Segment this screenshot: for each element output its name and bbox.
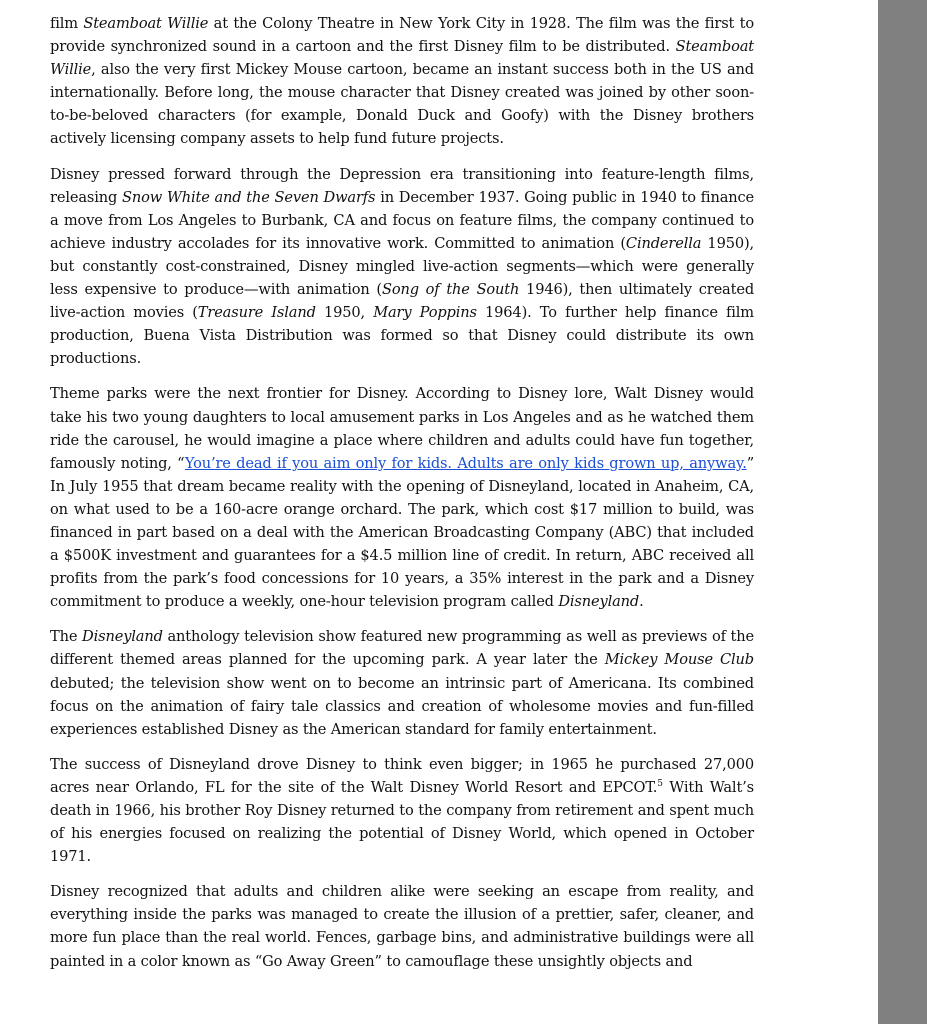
italic-title: Song of the South [381, 281, 520, 299]
text-run: 1950), but constantly cost-constrained, Disney mingled live-action segments—which were generally less expensive to produce—with animation ( [50, 234, 755, 299]
paragraph-steamboat-willie [50, 12, 754, 151]
scrollbar-gutter[interactable] [878, 0, 927, 1024]
paragraph-disney-world [50, 753, 754, 868]
italic-title: Treasure Island [197, 304, 316, 322]
text-run: Disney recognized that adults and children alike were seeking an escape from reality, and everything inside the parks was managed to create the illusion of a prettier, safer, cleaner, and more fun place than the real world. Fences, garbage bins, and administrative buildings were all painted in a color known as “Go Away Green” to camouflage these unsightly objects and [50, 883, 754, 970]
text-run: ” In July 1955 that dream became reality with the opening of Disneyland, located in Anaheim, CA, on what used to be a 160-acre orange orchard. The park, which cost $17 million to build, was financed in part based on a deal with the American Broadcasting Company (ABC) that included a $500K investment and guarantees for a $4.5 million line of credit. In return, ABC received all profits from the park’s food concessions for 10 years, a 35% interest in the park and a Disney commitment to produce a weekly, one-hour television program called [50, 454, 754, 611]
italic-title: Mickey Mouse Club [604, 651, 754, 669]
italic-title: Steamboat Willie [50, 38, 754, 79]
text-run: . [639, 593, 644, 611]
text-run: 1950, [315, 304, 374, 322]
document-body [50, 12, 754, 985]
paragraph-go-away-green [50, 880, 754, 972]
text-run: , also the very first Mickey Mouse cartoon, became an instant success both in the US and internationally. Before long, the mouse character that Disney created was joined by other soon-to-be-beloved characters (for example, Donald Duck and Goofy) with the Disney brothers actively licensing company assets to help fund future projects. [50, 61, 754, 148]
text-run: in December 1937. Going public in 1940 to finance a move from Los Angeles to Burbank, CA and focus on feature films, the company continued to achieve industry accolades for its innovative work. Committed to animation ( [50, 188, 755, 252]
paragraph-feature-films [50, 163, 754, 371]
text-run: anthology television show featured new programming as well as previews of the different themed areas planned for the upcoming park. A year later the [50, 628, 754, 669]
paragraph-disneyland-tv-show [50, 625, 754, 740]
text-run: The [50, 628, 83, 646]
italic-title: Disneyland [558, 593, 640, 611]
italic-title: Steamboat Willie [83, 15, 209, 32]
italic-title: Cinderella [625, 234, 702, 252]
text-run: The success of Disneyland drove Disney to think even bigger; in 1965 he purchased 27,000 acres near Orlando, FL for the site of the Walt Disney World Resort and EPCOT. [50, 755, 754, 796]
text-run: Disney pressed forward through the Depression era transitioning into feature-length films, releasing [50, 165, 754, 206]
italic-title: Disneyland [82, 628, 163, 646]
text-run: 1964). To further help finance film production, Buena Vista Distribution was formed so that Disney could distribute its own productions. [50, 304, 754, 368]
text-run: at the Colony Theatre in New York City in 1928. The film was the first to provide synchronized sound in a cartoon and the first Disney film to be distributed. [50, 15, 754, 56]
italic-title: Snow White and the Seven Dwarfs [121, 188, 376, 206]
footnote-reference[interactable]: 5 [657, 779, 663, 790]
text-run: Theme parks were the next frontier for Disney. According to Disney lore, Walt Disney would take his two young daughters to local amusement parks in Los Angeles and as he watched them ride the carousel, he would imagine a place where children and adults could have fun together, famously noting, “ [50, 385, 754, 472]
paragraph-theme-parks [50, 382, 754, 613]
quote-link[interactable]: You’re dead if you aim only for kids. Adults are only kids grown up, anyway. [184, 454, 747, 472]
text-run: film [50, 15, 84, 32]
text-run: With Walt’s death in 1966, his brother Roy Disney returned to the company from retirement and spent much of his energies focused on realizing the potential of Disney World, which opened in October 1971. [50, 778, 754, 866]
text-run: 1946), then ultimately created live-action movies ( [50, 281, 755, 322]
italic-title: Mary Poppins [373, 304, 477, 322]
text-run: debuted; the television show went on to become an intrinsic part of Americana. Its combined focus on the animation of fairy tale classics and creation of wholesome movies and fun-filled experiences established Disney as the American standard for family entertainment. [50, 674, 754, 738]
